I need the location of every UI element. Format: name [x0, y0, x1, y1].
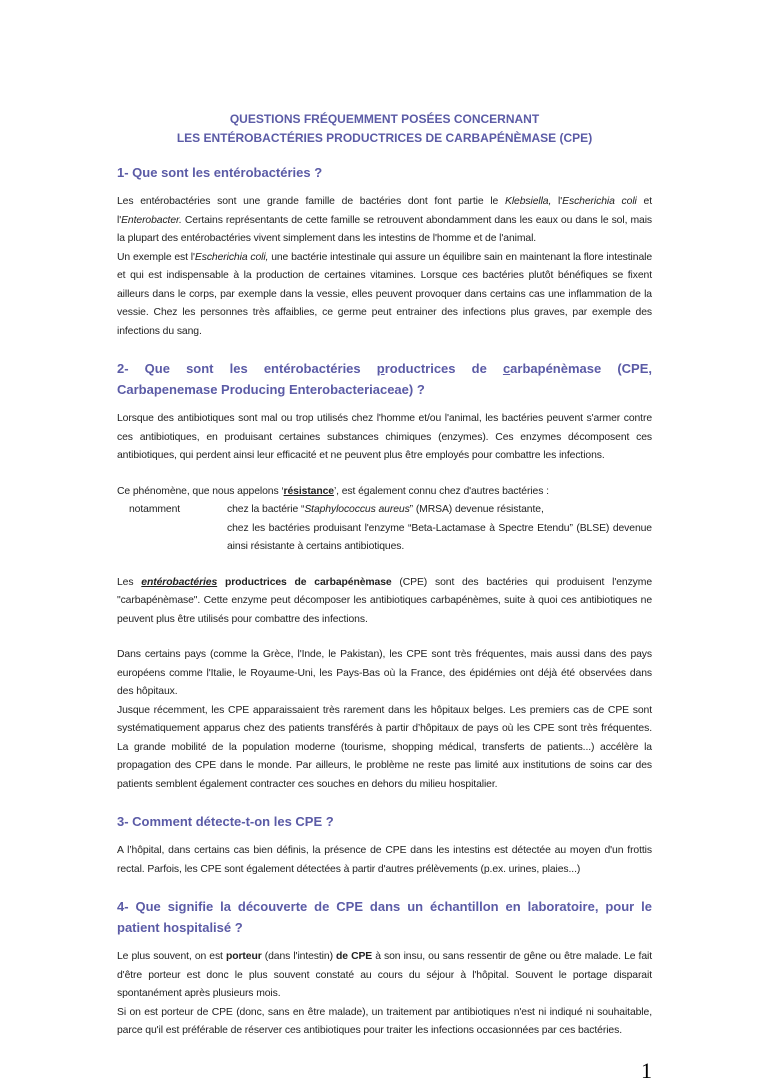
- text-run: productrices de carbapénèmase: [217, 576, 392, 588]
- paragraph: [117, 948, 652, 1004]
- text-run: c: [502, 361, 511, 376]
- list-item: [117, 501, 652, 520]
- section-heading: [117, 358, 652, 400]
- text-run: Enterobacter.: [121, 214, 182, 226]
- text-run: à son insu, ou sans ressentir de gêne ou être malade. Le fait d'être porteur est donc le plus souvent constaté au cours du séjour à l'hôpital. Souvent le portage disparait spontanément après plusieurs mois.: [117, 951, 652, 999]
- paragraph: [117, 574, 652, 630]
- paragraph: [117, 410, 652, 466]
- document-page: [117, 0, 652, 1084]
- paragraph: [117, 483, 652, 502]
- text-run: Escherichia coli,: [194, 251, 269, 263]
- text-run: Les: [117, 576, 142, 588]
- title-line-1: QUESTIONS FRÉQUEMMENT POSÉES CONCERNANT: [229, 112, 540, 126]
- text-run: p: [376, 361, 385, 376]
- examples-list: [117, 501, 652, 557]
- text-run: Jusque récemment, les CPE apparaissaient très rarement dans les hôpitaux belges. Les premiers cas de CPE sont systématiquement apparus chez des patients transférés à partir d’hôpitaux de pays où les CPE sont très fréquentes. La grande mobilité de la population moderne (tourisme, shopping médical, transferts de patients...) accélère la propagation des CPE dans le monde. Par ailleurs, le problème ne reste pas limité aux institutions de soins car des patients semblent également contracter ces souches en dehors du milieu hospitalier.: [117, 704, 652, 790]
- text-run: 3- Comment détecte-t-on les CPE ?: [117, 814, 334, 829]
- text-run: Escherichia coli: [562, 196, 637, 207]
- text-run: résistance: [283, 485, 334, 497]
- list-label: notamment: [129, 504, 181, 515]
- text-run: Ce phénomène, que nous appelons ‘: [117, 485, 284, 497]
- text-run: Dans certains pays (comme la Grèce, l'Inde, le Pakistan), les CPE sont très fréquentes, mais aussi dans des pays européens comme l'Italie, le Royaume-Uni, les Pays-Bas où la France, des épidémies ont déjà été observées dans des hôpitaux.: [117, 649, 652, 697]
- list-item-text: [227, 501, 652, 520]
- text-run: Les entérobactéries sont une grande famille de bactéries dont font partie le: [117, 196, 505, 207]
- text-run: entérobactéries: [141, 576, 218, 588]
- text-run: arbapénèmase (CPE, Carbapenemase Producing Enterobacteriaceae) ?: [117, 361, 653, 397]
- text-run: Klebsiella,: [505, 196, 552, 207]
- section-heading: [117, 162, 652, 183]
- text-run: une bactérie intestinale qui assure un équilibre sain en maintenant la flore intestinale et qui est indispensable à la production de certaines vitamines. Lorsque ces bactéries plutôt bénéfiques se fixent ailleurs dans le corps, par exemple dans la vessie, elles peuvent provoquer dans certains cas une inflammation de la vessie. Chez les personnes très affaiblies, ce germe peut entrainer des infections plus graves, par exemple des infections du sang.: [117, 251, 653, 337]
- text-run: A l’hôpital, dans certains cas bien définis, la présence de CPE dans les intestins est détectée au moyen d'un frottis rectal. Parfois, les CPE sont également détectées à partir d'autres prélèvements (p.ex. urines, plaies...): [117, 845, 652, 875]
- text-run: chez les bactéries produisant l'enzyme “Beta-Lactamase à Spectre Etendu” (BLSE) devenue ainsi résistante à certains antibiotiques.: [227, 522, 652, 552]
- text-run: 1- Que sont les entérobactéries ?: [117, 165, 323, 180]
- list-item-text: [227, 520, 652, 557]
- text-run: l': [551, 196, 563, 207]
- text-run: ” (MRSA) devenue résistante,: [409, 504, 544, 515]
- paragraph: [117, 249, 652, 342]
- text-run: chez la bactérie “: [227, 504, 305, 515]
- section-heading: [117, 811, 652, 832]
- text-run: et l': [117, 196, 652, 226]
- text-run: Le plus souvent, on est: [117, 951, 226, 962]
- paragraph: [117, 193, 652, 249]
- text-run: de CPE: [336, 951, 373, 962]
- text-run: 4- Que signifie la découverte de CPE dans un échantillon en laboratoire, pour le patient hospitalisé ?: [117, 899, 652, 935]
- paragraph: [117, 702, 652, 795]
- text-run: porteur: [225, 951, 262, 962]
- text-run: (dans l'intestin): [261, 951, 337, 962]
- text-run: Si on est porteur de CPE (donc, sans en être malade), un traitement par antibiotiques n'est ni indiqué ni souhaitable, parce qu'il est préférable de réserver ces antibiotiques pour traiter les infections occasionnées par ces bactéries.: [117, 1006, 652, 1036]
- list-item: [117, 520, 652, 557]
- text-run: Staphylococcus aureus: [304, 504, 410, 515]
- list-label: [117, 520, 227, 557]
- text-run: Lorsque des antibiotiques sont mal ou trop utilisés chez l'homme et/ou l'animal, les bactéries peuvent s'armer contre ces antibiotiques, en produisant certaines substances chimiques (enzymes). Ces enzymes décomposent ces antibiotiques, qui perdent ainsi leur efficacité et ne peuvent plus être employés pour combattre les infections.: [117, 413, 652, 461]
- document-title: [117, 110, 652, 148]
- paragraph: [117, 646, 652, 702]
- text-run: Certains représentants de cette famille se retrouvent abondamment dans les eaux ou dans le sol, mais la plupart des entérobactéries vivent simplement dans les intestins de l'homme et de l'animal.: [117, 214, 652, 244]
- paragraph: [117, 1004, 652, 1041]
- paragraph: [117, 842, 652, 879]
- text-run: 2- Que sont les entérobactéries: [117, 361, 377, 376]
- title-line-2: LES ENTÉROBACTÉRIES PRODUCTRICES DE CARBAPÉNÈMASE (CPE): [176, 131, 593, 145]
- page-number: 1: [641, 1057, 652, 1083]
- text-run: (CPE) sont des bactéries qui produisent l'enzyme "carbapénèmase". Cette enzyme peut décomposer les antibiotiques carbapénèmes, suite à quoi ces antibiotiques ne peuvent plus être utilisés pour combattre des infections.: [117, 576, 653, 625]
- text-run: Un exemple est l': [117, 251, 195, 263]
- text-run: ’, est également connu chez d'autres bactéries :: [333, 485, 549, 497]
- section-heading: [117, 896, 652, 938]
- text-run: roductrices de: [384, 361, 503, 376]
